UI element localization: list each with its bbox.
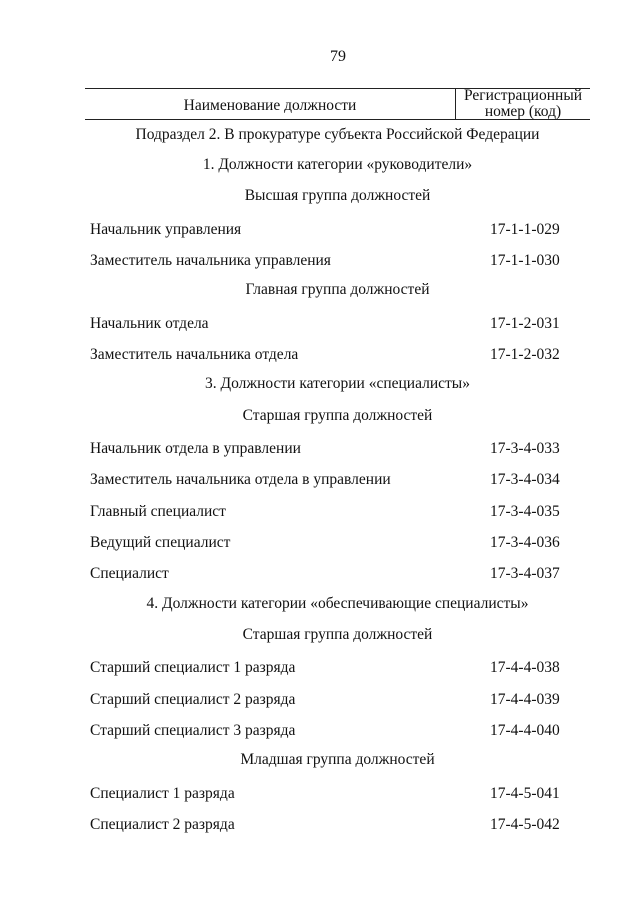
registration-code: 17-4-4-038 [490,659,560,677]
registration-code: 17-3-4-036 [490,533,560,551]
position-name: Заместитель начальника отдела [90,345,299,363]
header-registration-code [456,88,590,120]
table-row [85,434,590,465]
registration-code: 17-1-1-029 [490,220,560,238]
registration-code: 17-1-1-030 [490,251,560,269]
registration-code: 17-3-4-035 [490,502,560,520]
positions-table-body [85,122,590,841]
table-row [85,559,590,590]
position-name: Специалист 1 разряда [90,784,235,802]
page-number: 79 [330,48,346,65]
registration-code: 17-1-2-031 [490,314,560,332]
group-heading [85,403,590,434]
heading-text: Высшая группа должностей [244,187,431,205]
heading-text: Главная группа должностей [245,281,430,299]
table-row [85,810,590,841]
position-name: Главный специалист [90,502,226,520]
group-heading [85,183,590,214]
heading-text: Подраздел 2. В прокуратуре субъекта Российской Федерации [135,126,540,143]
table-row [85,685,590,716]
table-row [85,215,590,246]
position-name: Заместитель начальника управления [90,251,331,269]
group-heading [85,152,590,183]
heading-text: 3. Должности категории «специалисты» [205,375,470,393]
registration-code: 17-3-4-034 [490,471,560,489]
position-name: Начальник отдела [90,314,209,332]
table-row [85,340,590,371]
heading-text: Младшая группа должностей [240,751,435,769]
table-row [85,309,590,340]
position-name: Ведущий специалист [90,533,231,551]
heading-text: Старшая группа должностей [242,625,433,643]
registration-code: 17-4-4-039 [490,690,560,708]
position-name: Старший специалист 1 разряда [90,659,296,677]
table-header [85,88,590,120]
registration-code: 17-3-4-037 [490,565,560,583]
group-heading [85,371,590,402]
registration-code: 17-4-5-042 [490,815,560,833]
header-code-line1: Регистрационный [463,87,583,104]
position-name: Заместитель начальника отдела в управлении [90,471,391,489]
subsection-title [85,122,590,152]
group-heading [85,591,590,622]
registration-code: 17-3-4-033 [490,439,560,457]
position-name: Старший специалист 3 разряда [90,721,296,739]
table-row [85,653,590,684]
registration-code: 17-4-4-040 [490,721,560,739]
header-position-name: Наименование должности [183,97,357,114]
heading-text: 4. Должности категории «обеспечивающие специалисты» [146,594,529,612]
registration-code: 17-4-5-041 [490,784,560,802]
heading-text: 1. Должности категории «руководители» [202,156,473,173]
table-row [85,716,590,747]
group-heading [85,277,590,308]
table-row [85,528,590,559]
position-name: Специалист 2 разряда [90,815,235,833]
table-row [85,246,590,277]
position-name: Специалист [90,565,169,583]
table-row [85,465,590,496]
table-row [85,497,590,528]
heading-text: Старшая группа должностей [242,406,433,424]
group-heading [85,622,590,653]
registration-code: 17-1-2-032 [490,345,560,363]
table-row [85,779,590,810]
position-name: Старший специалист 2 разряда [90,690,296,708]
header-code-line2: номер (код) [484,103,562,120]
position-name: Начальник отдела в управлении [90,439,301,457]
position-name: Начальник управления [90,220,242,238]
group-heading [85,747,590,778]
